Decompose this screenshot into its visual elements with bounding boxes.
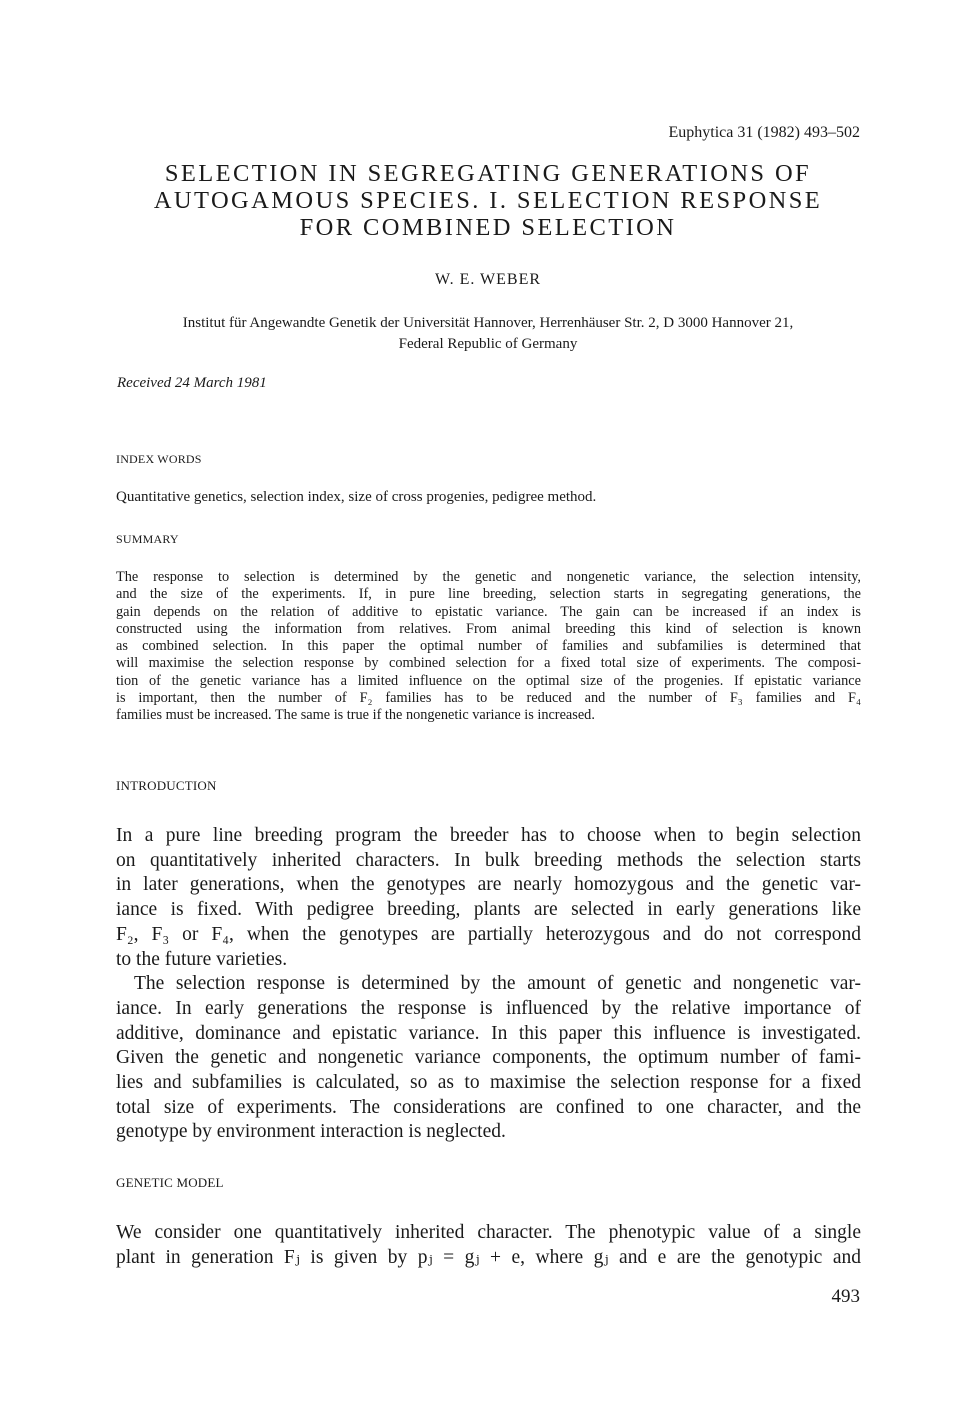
intro-line: additive, dominance and epistatic variance. In this paper this influence is investigated. <box>116 1022 861 1044</box>
introduction-heading: INTRODUCTION <box>116 778 217 793</box>
summary-line: families must be increased. The same is true if the nongenetic variance is increased. <box>116 707 595 724</box>
genetic-line: We consider one quantitatively inherited character. The phenotypic value of a single <box>116 1222 861 1243</box>
paper-title <box>100 160 876 241</box>
summary-line: is important, then the number of F₂ families has to be reduced and the number of F₃ families and F₄ <box>116 690 861 707</box>
intro-line: to the future varieties. <box>116 948 288 970</box>
summary-line: The response to selection is determined by the genetic and nongenetic variance, the selection intensity, <box>116 569 861 585</box>
journal-reference: Euphytica 31 (1982) 493–502 <box>668 124 860 141</box>
intro-line: F₂, F₃ or F₄, when the genotypes are partially heterozygous and do not correspond <box>116 923 861 945</box>
intro-line: on quantitatively inherited characters. In bulk breeding methods the selection starts <box>116 849 861 871</box>
page-number: 493 <box>831 1286 860 1307</box>
intro-line: iance is fixed. With pedigree breeding, plants are selected in early generations like <box>116 899 861 921</box>
intro-line: iance. In early generations the response is influenced by the relative importance of <box>116 997 861 1019</box>
summary-line: gain depends on the relation of additive to epistatic variance. The gain can be increased if an index is <box>116 603 861 620</box>
summary-line: and the size of the experiments. If, in pure line breeding, selection starts in segregating generations, the <box>116 586 861 603</box>
index-words-heading: INDEX WORDS <box>116 452 202 466</box>
intro-line: In a pure line breeding program the breeder has to choose when to begin selection <box>116 825 861 846</box>
summary-line: will maximise the selection response by combined selection for a fixed total size of experiments. The composi- <box>116 655 861 672</box>
title-line: FOR COMBINED SELECTION <box>299 214 677 241</box>
affiliation <box>100 313 876 355</box>
intro-line: genotype by environment interaction is neglected. <box>116 1121 506 1143</box>
index-words-text: Quantitative genetics, selection index, size of cross progenies, pedigree method. <box>116 489 597 505</box>
intro-line: in later generations, when the genotypes are nearly homozygous and the genetic var- <box>116 874 861 896</box>
genetic-model-text <box>116 1221 861 1270</box>
summary-heading: SUMMARY <box>116 532 179 546</box>
genetic-line: plant in generation Fⱼ is given by pⱼ = gⱼ + e, where gⱼ and e are the genotypic and <box>116 1246 861 1268</box>
summary-line: as combined selection. In this paper the optimal number of families and subfamilies is determined that <box>116 638 861 655</box>
intro-line: total size of experiments. The considerations are confined to one character, and the <box>116 1096 861 1118</box>
author-name: W. E. WEBER <box>434 271 542 288</box>
summary-line: constructed using the information from relatives. From animal breeding this kind of selection is known <box>116 620 861 637</box>
introduction-text <box>116 824 861 1145</box>
intro-line: lies and subfamilies is calculated, so as to maximise the selection response for a fixed <box>116 1072 861 1094</box>
genetic-model-heading: GENETIC MODEL <box>116 1175 224 1190</box>
summary-text <box>116 569 861 725</box>
affiliation-line: Federal Republic of Germany <box>398 336 578 352</box>
intro-line: The selection response is determined by the amount of genetic and nongenetic var- <box>134 973 861 995</box>
summary-line: tion of the genetic variance has a limited influence on the optimal size of the progenies. If epistatic variance <box>116 672 861 689</box>
title-line: AUTOGAMOUS SPECIES. I. SELECTION RESPONSE <box>153 187 823 214</box>
affiliation-line: Institut für Angewandte Genetik der Universität Hannover, Herrenhäuser Str. 2, D 3000 Hannover 21, <box>182 315 794 331</box>
intro-line: Given the genetic and nongenetic variance components, the optimum number of fami- <box>116 1047 861 1069</box>
received-date: Received 24 March 1981 <box>117 375 267 391</box>
title-line: SELECTION IN SEGREGATING GENERATIONS OF <box>164 160 812 187</box>
